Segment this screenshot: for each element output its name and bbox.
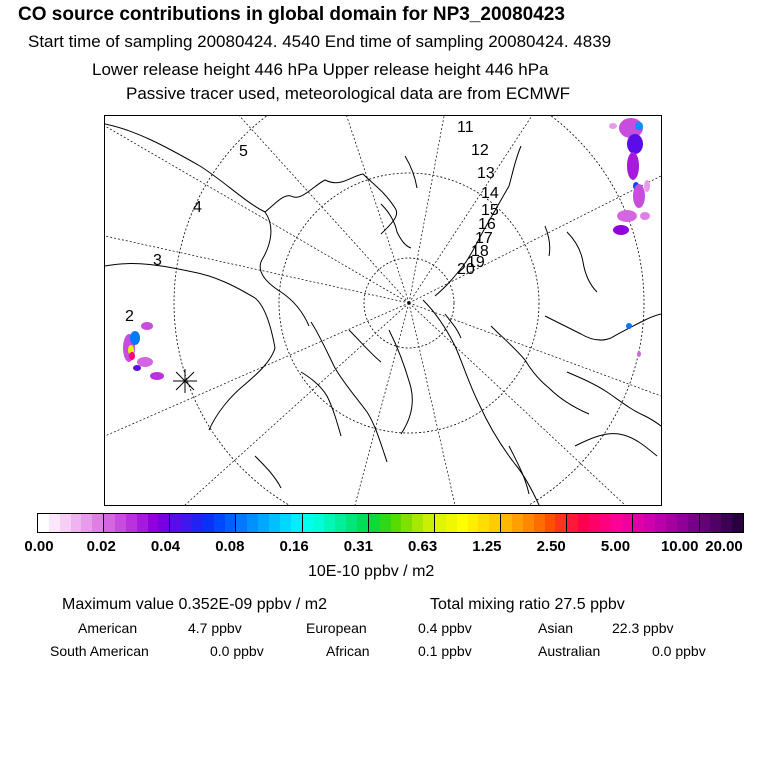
colorbar-segment bbox=[148, 514, 159, 532]
total-mixing-ratio: Total mixing ratio 27.5 ppbv bbox=[430, 596, 625, 613]
colorbar-segment bbox=[280, 514, 291, 532]
track-label: 4 bbox=[193, 199, 202, 216]
colorbar-segment bbox=[258, 514, 269, 532]
plume-cell bbox=[626, 323, 632, 329]
colorbar-units: 10E-10 ppbv / m2 bbox=[308, 563, 435, 580]
colorbar-segment bbox=[534, 514, 545, 532]
track-label: 12 bbox=[471, 142, 489, 159]
colorbar-segment bbox=[468, 514, 479, 532]
colorbar-segment bbox=[380, 514, 391, 532]
colorbar-segment bbox=[335, 514, 346, 532]
colorbar-tick-label: 10.00 bbox=[660, 538, 699, 555]
colorbar-segment bbox=[137, 514, 148, 532]
region-value: 22.3 ppbv bbox=[612, 620, 674, 636]
region-name: Asian bbox=[538, 620, 574, 636]
colorbar-tick-label: 0.16 bbox=[279, 538, 309, 555]
colorbar-segment bbox=[303, 514, 314, 532]
colorbar-tick-label: 2.50 bbox=[536, 538, 566, 555]
lat-circle-60 bbox=[174, 116, 644, 505]
plume-cell bbox=[635, 122, 643, 130]
colorbar-segment bbox=[401, 514, 412, 532]
coastline bbox=[545, 314, 661, 340]
colorbar-segment bbox=[181, 514, 192, 532]
colorbar-segment bbox=[710, 514, 721, 532]
tracer-plume-east bbox=[609, 118, 650, 357]
plume-cell bbox=[129, 352, 135, 360]
colorbar-segment bbox=[423, 514, 435, 532]
colorbar-segment bbox=[512, 514, 523, 532]
colorbar-tick-label: 0.63 bbox=[408, 538, 438, 555]
plume-cell bbox=[617, 210, 637, 222]
region-name: American bbox=[78, 620, 138, 636]
colorbar-segment bbox=[501, 514, 512, 532]
track-label: 17 bbox=[475, 230, 493, 247]
colorbar-tick-label: 0.08 bbox=[215, 538, 245, 555]
track-label: 20 bbox=[457, 261, 475, 278]
region-value: 0.1 ppbv bbox=[418, 643, 472, 659]
coastline bbox=[260, 212, 309, 326]
meridian bbox=[185, 303, 409, 505]
colorbar-segment bbox=[489, 514, 501, 532]
polar-map bbox=[104, 115, 662, 506]
plume-cell bbox=[613, 225, 629, 235]
colorbar-segment bbox=[545, 514, 556, 532]
colorbar-segment bbox=[600, 514, 611, 532]
colorbar-segment bbox=[126, 514, 137, 532]
region-name: African bbox=[326, 643, 370, 659]
track-label: 19 bbox=[467, 254, 485, 271]
plume-cell bbox=[133, 365, 141, 371]
track-label: 3 bbox=[153, 252, 162, 269]
colorbar-segment bbox=[446, 514, 457, 532]
colorbar-segment bbox=[313, 514, 324, 532]
plume-cell bbox=[137, 357, 153, 367]
plume-cell bbox=[609, 123, 617, 129]
plot-title: CO source contributions in global domain for NP3_20080423 bbox=[18, 4, 565, 25]
colorbar-segment bbox=[666, 514, 677, 532]
colorbar-segment bbox=[732, 514, 743, 532]
colorbar-segment bbox=[115, 514, 126, 532]
colorbar-segment bbox=[81, 514, 92, 532]
colorbar-segment bbox=[688, 514, 700, 532]
colorbar-tick-label: 0.00 bbox=[24, 538, 54, 555]
colorbar-segment bbox=[589, 514, 600, 532]
meridian bbox=[345, 116, 409, 303]
colorbar-segment bbox=[644, 514, 655, 532]
meridian bbox=[409, 176, 661, 303]
coastline bbox=[311, 322, 387, 462]
colorbar-tick-label: 0.31 bbox=[343, 538, 373, 555]
track-label: 18 bbox=[471, 243, 489, 260]
colorbar-segment bbox=[203, 514, 214, 532]
colorbar-segment bbox=[60, 514, 71, 532]
meridians bbox=[105, 116, 661, 505]
colorbar-segment bbox=[478, 514, 489, 532]
meridian bbox=[409, 303, 625, 505]
coastline bbox=[423, 300, 539, 505]
coastline bbox=[389, 330, 412, 434]
colorbar-tick-label: 20.00 bbox=[705, 538, 743, 555]
colorbar-segment bbox=[170, 514, 181, 532]
colorbar-segment bbox=[225, 514, 237, 532]
colorbar-segment bbox=[324, 514, 335, 532]
colorbar-tick-label: 5.00 bbox=[600, 538, 631, 555]
colorbar-segment bbox=[92, 514, 104, 532]
colorbar-segment bbox=[369, 514, 380, 532]
coastline bbox=[349, 330, 381, 362]
colorbar-segment bbox=[578, 514, 589, 532]
plume-cell bbox=[150, 372, 164, 380]
meridian bbox=[105, 236, 409, 303]
coastline bbox=[405, 156, 417, 188]
region-name: Australian bbox=[538, 643, 601, 659]
colorbar-segment bbox=[357, 514, 369, 532]
plume-cell bbox=[627, 152, 639, 180]
plume-cell bbox=[644, 180, 650, 192]
meridian bbox=[355, 303, 409, 505]
coastline bbox=[255, 456, 281, 488]
colorbar-segment bbox=[677, 514, 688, 532]
colorbar-segment bbox=[291, 514, 303, 532]
release-height-line: Lower release height 446 hPa Upper release height 446 hPa bbox=[92, 60, 549, 79]
flight-track-labels bbox=[125, 119, 499, 325]
colorbar-segment bbox=[457, 514, 468, 532]
tracer-plume-west bbox=[123, 322, 164, 380]
colorbar-segment bbox=[236, 514, 247, 532]
colorbar-segment bbox=[567, 514, 578, 532]
track-label: 2 bbox=[125, 308, 134, 325]
release-star-icon bbox=[173, 369, 197, 393]
region-value: 0.0 ppbv bbox=[210, 643, 264, 659]
colorbar-segment bbox=[192, 514, 203, 532]
colorbar-segment bbox=[104, 514, 115, 532]
colorbar-segment bbox=[214, 514, 225, 532]
tracer-info-line: Passive tracer used, meteorological data are from ECMWF bbox=[126, 84, 571, 103]
colorbar-segment bbox=[523, 514, 534, 532]
region-value: 0.4 ppbv bbox=[418, 620, 472, 636]
colorbar-segment bbox=[412, 514, 423, 532]
plume-cell bbox=[141, 322, 153, 330]
track-label: 13 bbox=[477, 165, 495, 182]
map-canvas bbox=[105, 116, 661, 505]
colorbar-segment bbox=[346, 514, 357, 532]
plume-cell bbox=[637, 351, 641, 357]
track-label: 5 bbox=[239, 143, 248, 160]
region-name: European bbox=[306, 620, 367, 636]
region-value: 4.7 ppbv bbox=[188, 620, 242, 636]
colorbar-segment bbox=[49, 514, 60, 532]
colorbar-segment bbox=[721, 514, 732, 532]
colorbar-segment bbox=[269, 514, 280, 532]
colorbar-segment bbox=[633, 514, 644, 532]
plume-cell bbox=[633, 184, 645, 208]
colorbar-segment bbox=[611, 514, 622, 532]
colorbar-segment bbox=[38, 514, 49, 532]
track-label: 15 bbox=[481, 202, 499, 219]
colorbar-segment bbox=[700, 514, 711, 532]
plume-cell bbox=[130, 331, 140, 345]
maximum-value: Maximum value 0.352E-09 ppbv / m2 bbox=[62, 596, 328, 613]
colorbar-tick-label: 0.04 bbox=[150, 538, 181, 555]
coastline bbox=[105, 124, 397, 234]
latitude-circles bbox=[174, 116, 644, 505]
colorbar-segment bbox=[555, 514, 567, 532]
coastline bbox=[567, 232, 597, 292]
coastline bbox=[575, 434, 657, 456]
colorbar-tick-label: 0.02 bbox=[86, 538, 116, 555]
plume-cell bbox=[627, 134, 643, 154]
coastline bbox=[491, 326, 589, 414]
colorbar-tick-label: 1.25 bbox=[472, 538, 502, 555]
colorbar-segment bbox=[158, 514, 170, 532]
track-label: 11 bbox=[457, 119, 474, 136]
colorbar bbox=[37, 513, 744, 533]
colorbar-segment bbox=[435, 514, 446, 532]
track-label: 14 bbox=[481, 185, 499, 202]
region-name: South American bbox=[50, 643, 149, 659]
plume-cell bbox=[640, 212, 650, 220]
track-label: 16 bbox=[478, 216, 496, 233]
colorbar-segment bbox=[71, 514, 82, 532]
coastline bbox=[545, 226, 550, 256]
colorbar-segment bbox=[622, 514, 634, 532]
coastline bbox=[301, 372, 341, 436]
colorbar-segment bbox=[247, 514, 258, 532]
sampling-time-line: Start time of sampling 20080424. 4540 End time of sampling 20080424. 4839 bbox=[28, 32, 612, 51]
colorbar-segment bbox=[391, 514, 402, 532]
colorbar-segment bbox=[655, 514, 666, 532]
region-value: 0.0 ppbv bbox=[652, 643, 706, 659]
meridian bbox=[105, 126, 409, 303]
